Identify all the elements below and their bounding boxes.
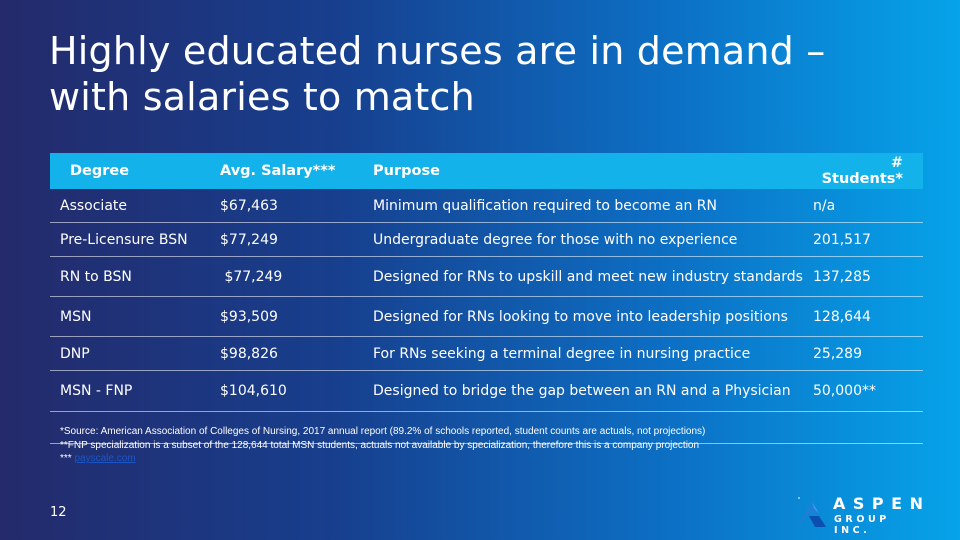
cell-salary: $67,463 xyxy=(210,189,363,223)
footnote-salary xyxy=(60,452,705,466)
table-row xyxy=(50,257,923,297)
cell-salary: $93,509 xyxy=(210,297,363,337)
cell-students: 137,285 xyxy=(803,257,923,297)
logo-subtitle: GROUP INC. xyxy=(834,514,890,536)
degree-table xyxy=(50,153,923,444)
footnote-salary-prefix: *** xyxy=(60,453,72,464)
slide-title: Highly educated nurses are in demand – with salaries to match xyxy=(49,29,826,119)
cell-salary: $77,249 xyxy=(210,223,363,257)
cell-purpose: Undergraduate degree for those with no experience xyxy=(363,223,803,257)
header-students: # Students* xyxy=(803,153,923,189)
aspen-group-logo xyxy=(795,492,931,536)
footnotes xyxy=(60,425,705,466)
cell-students: 50,000** xyxy=(803,371,923,412)
cell-salary: $77,249 xyxy=(210,257,363,297)
cell-purpose: Designed for RNs to upskill and meet new industry standards xyxy=(363,257,803,297)
cell-degree: RN to BSN xyxy=(50,257,210,297)
cell-degree: MSN - FNP xyxy=(50,371,210,412)
cell-purpose: Minimum qualification required to become an RN xyxy=(363,189,803,223)
aspen-logo-icon xyxy=(795,494,829,528)
cell-purpose: Designed for RNs looking to move into leadership positions xyxy=(363,297,803,337)
cell-students: 25,289 xyxy=(803,337,923,371)
page-number: 12 xyxy=(50,505,67,520)
table-row xyxy=(50,337,923,371)
cell-students: 128,644 xyxy=(803,297,923,337)
cell-degree: Associate xyxy=(50,189,210,223)
table-row xyxy=(50,223,923,257)
logo-wordmark: ASPEN xyxy=(833,494,931,513)
cell-purpose: Designed to bridge the gap between an RN and a Physician xyxy=(363,371,803,412)
cell-students: 201,517 xyxy=(803,223,923,257)
payscale-link[interactable]: payscale.com xyxy=(74,453,136,464)
header-purpose: Purpose xyxy=(363,153,803,189)
table-header-row xyxy=(50,153,923,189)
cell-degree: MSN xyxy=(50,297,210,337)
header-avg-salary: Avg. Salary*** xyxy=(210,153,363,189)
table-row xyxy=(50,297,923,337)
table-row xyxy=(50,371,923,412)
cell-students: n/a xyxy=(803,189,923,223)
cell-purpose: For RNs seeking a terminal degree in nursing practice xyxy=(363,337,803,371)
cell-degree: Pre-Licensure BSN xyxy=(50,223,210,257)
cell-salary: $104,610 xyxy=(210,371,363,412)
table-row xyxy=(50,189,923,223)
header-degree: Degree xyxy=(50,153,210,189)
cell-salary: $98,826 xyxy=(210,337,363,371)
footnote-source: *Source: American Association of Colleges of Nursing, 2017 annual report (89.2% of schools reported, student counts are actuals, not projections) xyxy=(60,426,706,437)
cell-degree: DNP xyxy=(50,337,210,371)
footnote-fnp: **FNP specialization is a subset of the 128,644 total MSN students, actuals not available by specialization, therefore this is a company projection xyxy=(60,439,700,451)
